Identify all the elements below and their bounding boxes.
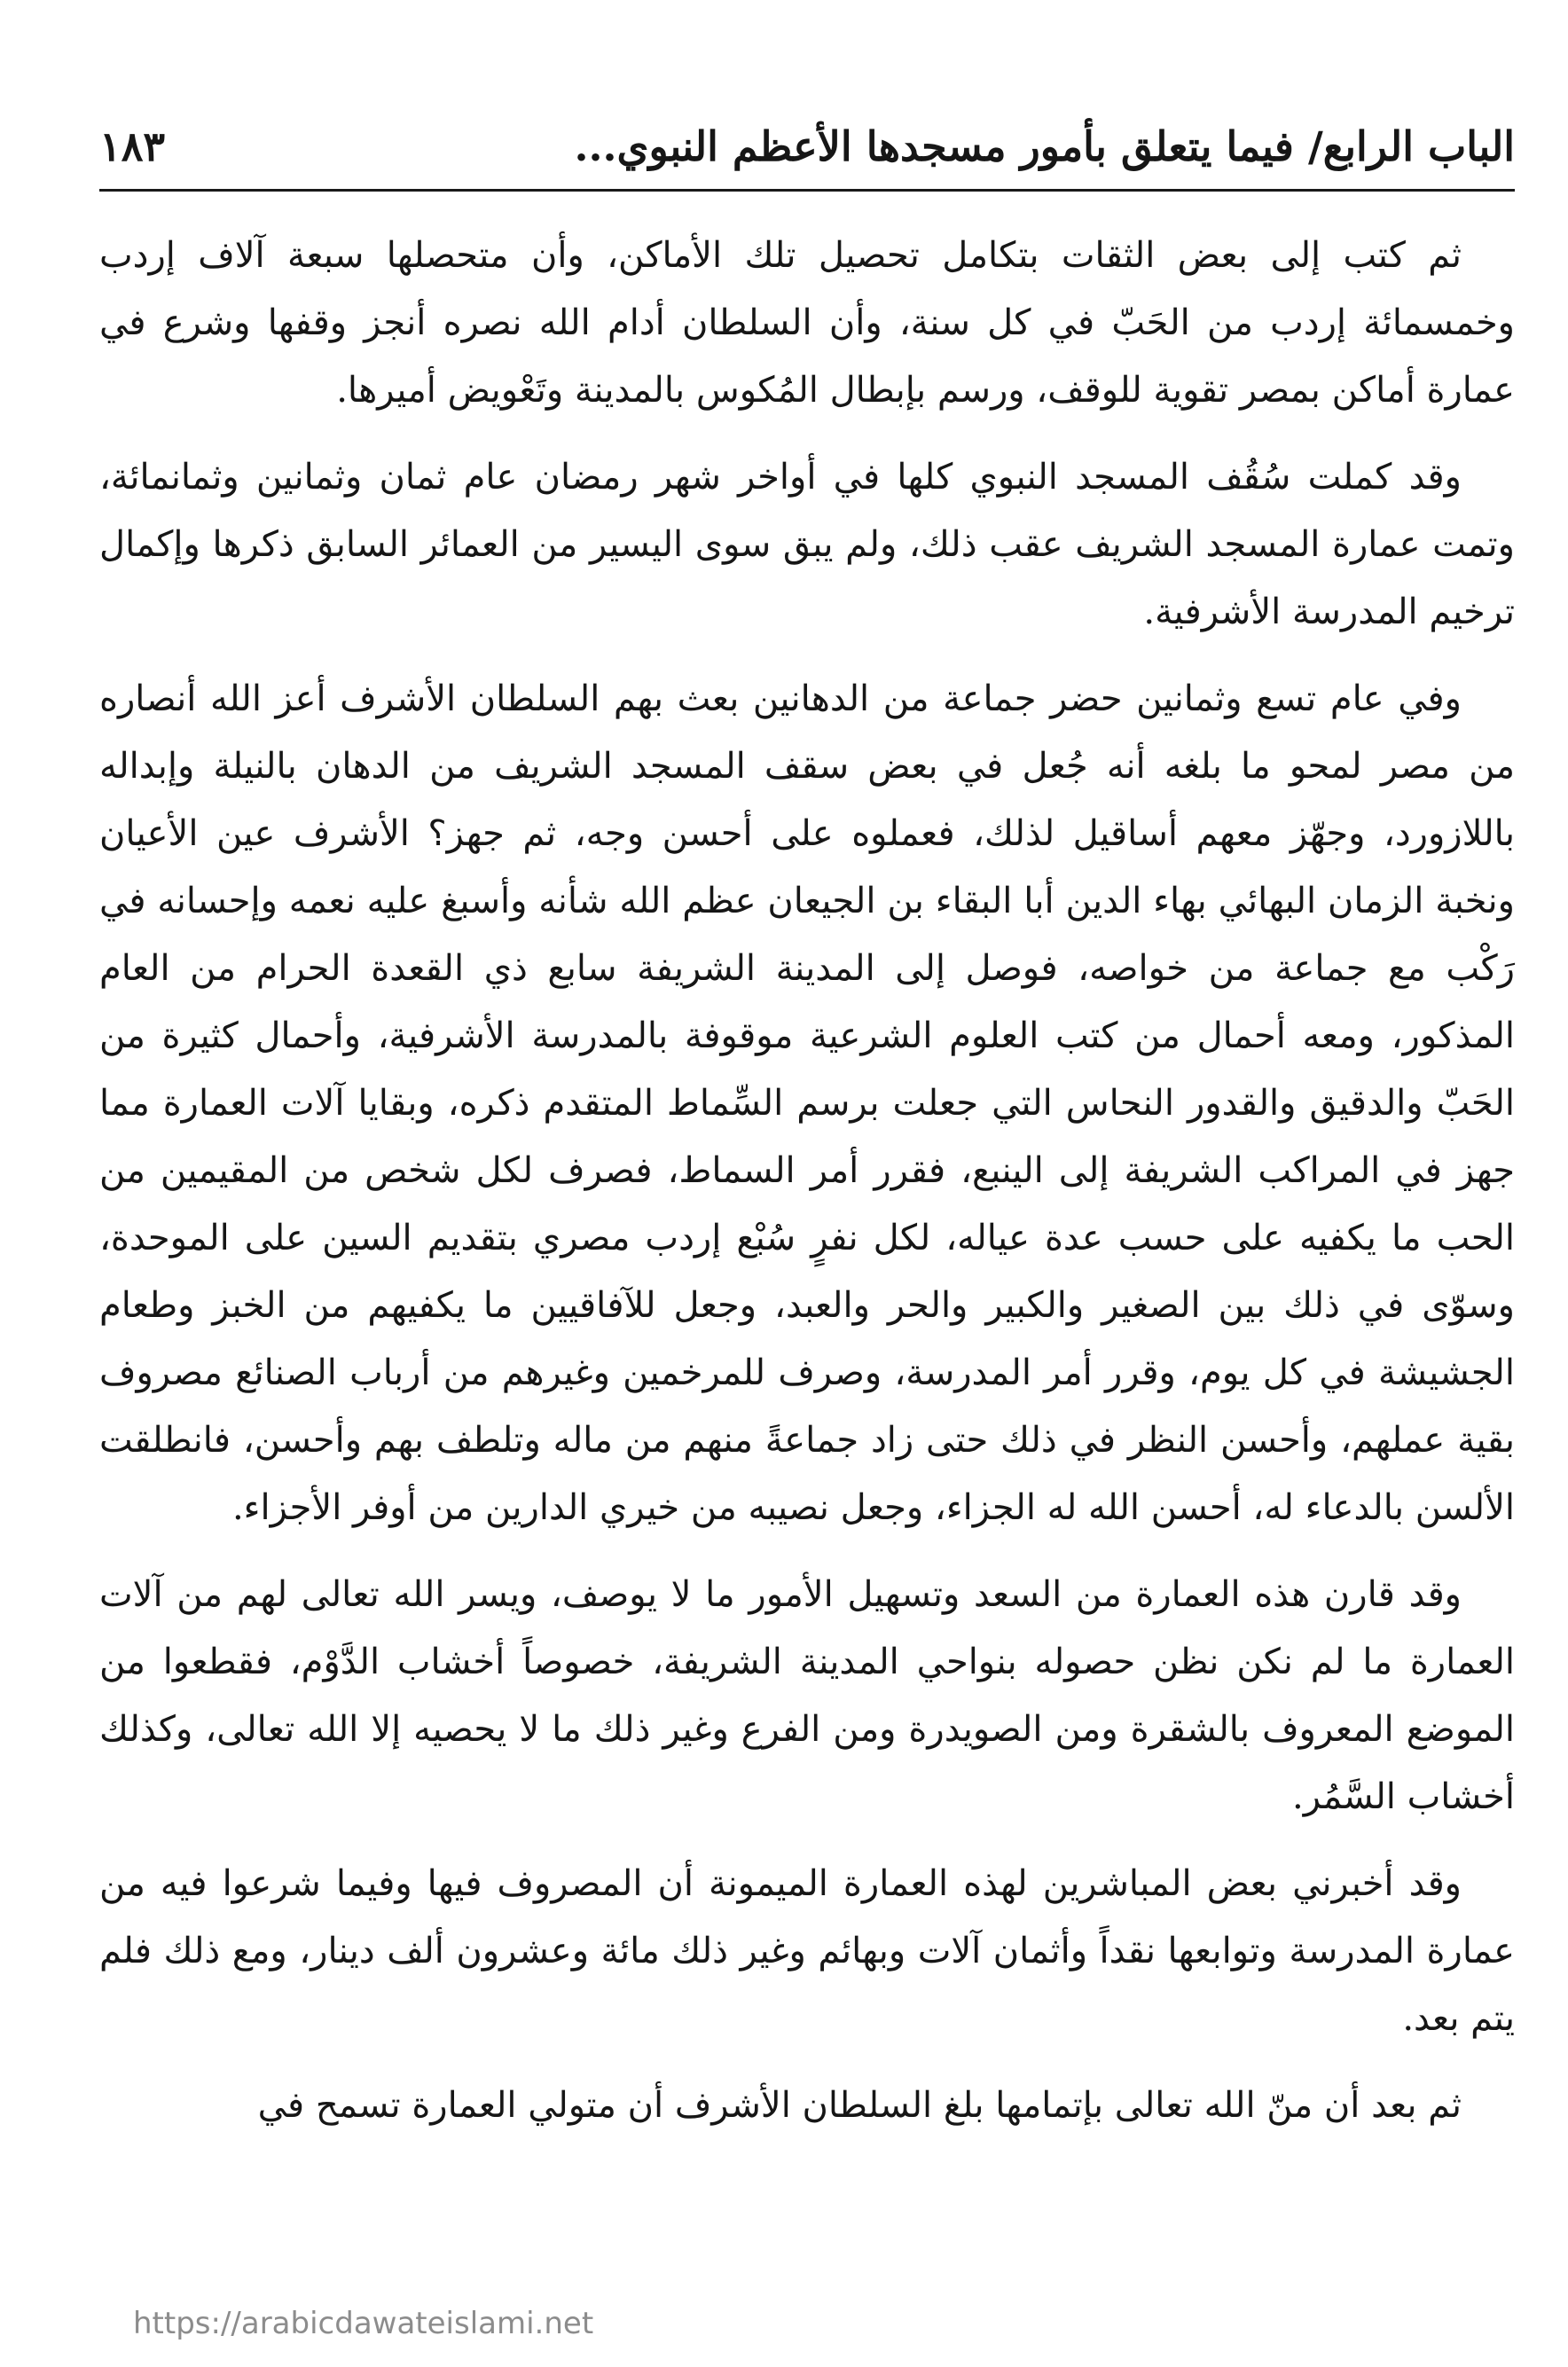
paragraph-6: ثم بعد أن منّ الله تعالى بإتمامها بلغ السلطان الأشرف أن متولي العمارة تسمح في — [257, 2085, 1462, 2126]
paragraph-1: ثم كتب إلى بعض الثقات بتكامل تحصيل تلك الأماكن، وأن متحصلها سبعة آلاف إردب وخمسمائة إردب من الحَبّ في كل سنة، وأن السلطان أدام الله نصره أنجز وقفها وشرع في عمارة أماكن بمصر تقوية للوقف، ورسم بإبطال المُكوس بالمدينة وتَعْويض أميرها. — [99, 235, 1515, 411]
body-text — [99, 222, 1515, 2139]
header-rule — [99, 189, 1515, 192]
paragraph-2: وقد كملت سُقُف المسجد النبوي كلها في أواخر شهر رمضان عام ثمان وثمانين وثمانمائة، وتمت عمارة المسجد الشريف عقب ذلك، ولم يبق سوى اليسير من العمائر السابق ذكرها وإكمال ترخيم المدرسة الأشرفية. — [99, 457, 1515, 632]
chapter-title: الباب الرابع/ فيما يتعلق بأمور مسجدها الأعظم النبوي... — [574, 122, 1515, 170]
paragraph-5: وقد أخبرني بعض المباشرين لهذه العمارة الميمونة أن المصروف فيها وفيما شرعوا فيه من عمارة المدرسة وتوابعها نقداً وأثمان آلات وبهائم وغير ذلك مائة وعشرون ألف دينار، ومع ذلك فلم يتم بعد. — [99, 1863, 1515, 2039]
watermark-url: https://arabicdawateislami.net — [133, 2306, 594, 2341]
page-number: ١٨٣ — [99, 122, 166, 170]
paragraph-3: وفي عام تسع وثمانين حضر جماعة من الدهانين بعث بهم السلطان الأشرف أعز الله أنصاره من مصر لمحو ما بلغه أنه جُعل في بعض سقف المسجد الشريف من الدهان بالنيلة وإبداله باللازورد، وجهّز معهم أساقيل لذلك، فعملوه على أحسن وجه، ثم جهز؟ الأشرف عين الأعيان ونخبة الزمان البهائي بهاء الدين أبا البقاء بن الجيعان عظم الله شأنه وأسبغ عليه نعمه وإحسانه في رَكْب مع جماعة من خواصه، فوصل إلى المدينة الشريفة سابع ذي القعدة الحرام من العام المذكور، ومعه أحمال من كتب العلوم الشرعية موقوفة بالمدرسة الأشرفية، وأحمال كثيرة من الحَبّ والدقيق والقدور النحاس التي جعلت برسم السِّماط المتقدم ذكره، وبقايا آلات العمارة مما جهز في المراكب الشريفة إلى الينبع، فقرر أمر السماط، فصرف لكل شخص من المقيمين من الحب ما يكفيه على حسب عدة عياله، لكل نفرٍ سُبْع إردب مصري بتقديم السين على الموحدة، وسوّى في ذلك بين الصغير والكبير والحر والعبد، وجعل للآفاقيين ما يكفيهم من الخبز وطعام الجشيشة في كل يوم، وقرر أمر المدرسة، وصرف للمرخمين وغيرهم من أرباب الصنائع مصروف بقية عملهم، وأحسن النظر في ذلك حتى زاد جماعةً منهم من ماله وتلطف بهم وأحسن، فانطلقت الألسن بالدعاء له، أحسن الله له الجزاء، وجعل نصيبه من خيري الدارين من أوفر الأجزاء. — [99, 678, 1515, 1528]
paragraph-4: وقد قارن هذه العمارة من السعد وتسهيل الأمور ما لا يوصف، ويسر الله تعالى لهم من آلات العمارة ما لم نكن نظن حصوله بنواحي المدينة الشريفة، خصوصاً أخشاب الدَّوْم، فقطعوا من الموضع المعروف بالشقرة ومن الصويدرة ومن الفرع وغير ذلك ما لا يحصيه إلا الله تعالى، وكذلك أخشاب السَّمُر. — [99, 1574, 1515, 1817]
running-header — [99, 114, 1515, 184]
